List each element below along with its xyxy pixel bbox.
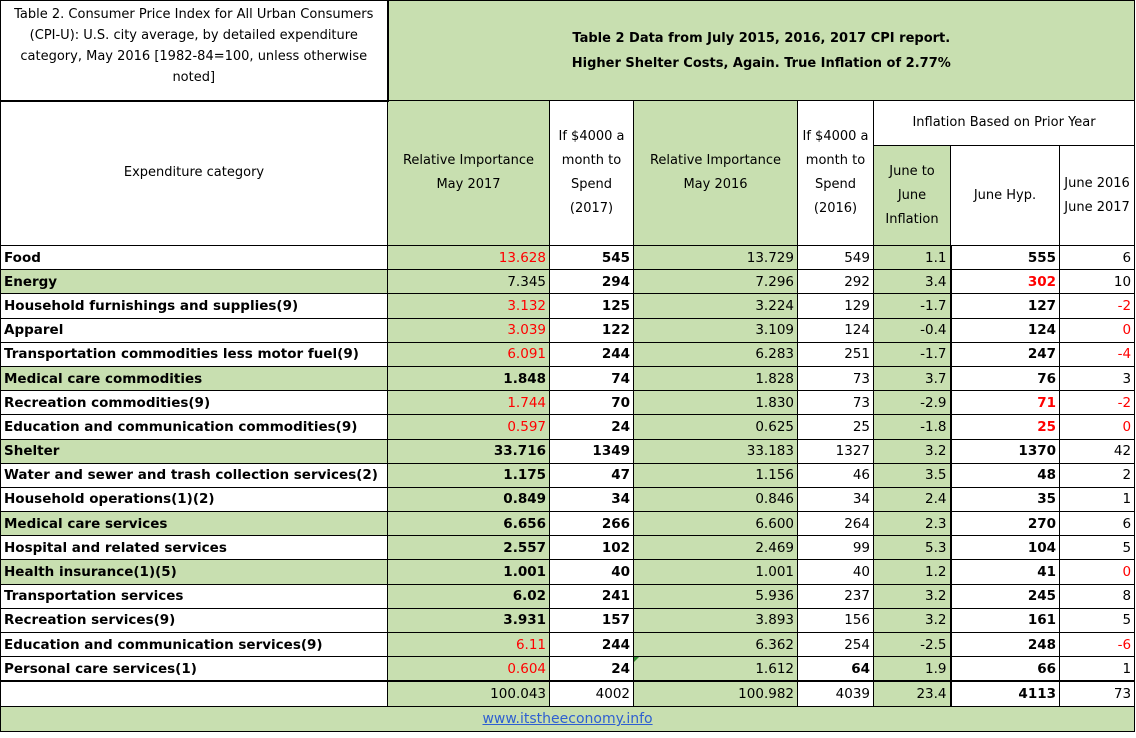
table-row [1,633,1135,657]
table-row [1,608,1135,632]
row-category: Household operations(1)(2) [1,487,388,511]
row-june-to-june: 2.4 [874,487,951,511]
totals-label [1,681,388,707]
row-spend-2016: 156 [798,608,874,632]
header-rel-2017: Relative Importance May 2017 [388,101,550,246]
header-spend-2016: If $4000 a month to Spend (2016) [798,101,874,246]
row-june-to-june: 3.7 [874,366,951,390]
row-june-hyp: 247 [951,342,1060,366]
row-spend-2016: 129 [798,294,874,318]
row-rel-2016: 7.296 [634,270,798,294]
row-rel-2017: 3.132 [388,294,550,318]
row-rel-2017: 1.175 [388,463,550,487]
row-june-to-june: 1.9 [874,657,951,682]
row-category: Hospital and related services [1,536,388,560]
row-spend-2017: 266 [550,512,634,536]
table-row [1,463,1135,487]
row-june-diff: 1 [1060,657,1135,682]
banner-line-2: Higher Shelter Costs, Again. True Inflation of 2.77% [571,55,951,71]
row-category: Personal care services(1) [1,657,388,682]
row-rel-2016: 3.224 [634,294,798,318]
row-june-to-june: 3.5 [874,463,951,487]
row-june-hyp: 124 [951,318,1060,342]
banner-line-1: Table 2 Data from July 2015, 2016, 2017 CPI report. [572,30,951,46]
table-row [1,391,1135,415]
row-june-to-june: 1.1 [874,246,951,270]
row-june-diff: -2 [1060,294,1135,318]
table-row [1,366,1135,390]
row-rel-2016: 1.830 [634,391,798,415]
row-june-diff: 6 [1060,246,1135,270]
row-june-diff: 8 [1060,584,1135,608]
row-spend-2016: 237 [798,584,874,608]
row-rel-2017: 1.848 [388,366,550,390]
row-spend-2016: 292 [798,270,874,294]
footer-link[interactable]: www.itstheeconomy.info [482,711,653,728]
row-june-diff: 0 [1060,318,1135,342]
row-rel-2017: 6.11 [388,633,550,657]
row-spend-2017: 70 [550,391,634,415]
row-june-diff: -4 [1060,342,1135,366]
row-june-diff: 0 [1060,560,1135,584]
row-category: Medical care services [1,512,388,536]
row-rel-2016: 5.936 [634,584,798,608]
totals-rel-2016: 100.982 [634,681,798,707]
row-category: Medical care commodities [1,366,388,390]
row-june-diff: 5 [1060,608,1135,632]
table-row [1,318,1135,342]
table-row [1,536,1135,560]
report-banner [388,1,1135,101]
totals-june-to-june: 23.4 [874,681,951,707]
row-spend-2017: 122 [550,318,634,342]
header-june-to-june: June to June Inflation [874,146,951,246]
table-title: Table 2. Consumer Price Index for All Urban Consumers (CPI-U): U.S. city average, by detailed expenditure category, May 2016 [1982-84=100, unless otherwise noted] [1,1,388,101]
row-rel-2016: 3.893 [634,608,798,632]
row-june-hyp: 76 [951,366,1060,390]
totals-rel-2017: 100.043 [388,681,550,707]
row-category: Food [1,246,388,270]
row-spend-2017: 34 [550,487,634,511]
row-june-to-june: -2.9 [874,391,951,415]
row-june-hyp: 35 [951,487,1060,511]
table-row [1,415,1135,439]
row-june-hyp: 25 [951,415,1060,439]
row-rel-2016: 2.469 [634,536,798,560]
row-spend-2017: 40 [550,560,634,584]
row-spend-2016: 124 [798,318,874,342]
totals-june-hyp: 4113 [951,681,1060,707]
row-spend-2017: 545 [550,246,634,270]
row-category: Household furnishings and supplies(9) [1,294,388,318]
row-june-hyp: 302 [951,270,1060,294]
header-june-diff: June 2016 June 2017 [1060,146,1135,246]
table-row [1,512,1135,536]
row-june-to-june: -1.8 [874,415,951,439]
row-june-diff: 0 [1060,415,1135,439]
row-june-hyp: 270 [951,512,1060,536]
row-category: Energy [1,270,388,294]
row-june-to-june: 3.4 [874,270,951,294]
row-category: Education and communication services(9) [1,633,388,657]
table-row [1,439,1135,463]
row-june-to-june: -1.7 [874,342,951,366]
row-spend-2017: 157 [550,608,634,632]
row-june-to-june: -2.5 [874,633,951,657]
row-spend-2017: 1349 [550,439,634,463]
header-spend-2017: If $4000 a month to Spend (2017) [550,101,634,246]
row-june-diff: 6 [1060,512,1135,536]
row-spend-2017: 125 [550,294,634,318]
row-spend-2016: 251 [798,342,874,366]
row-june-hyp: 41 [951,560,1060,584]
row-june-diff: 42 [1060,439,1135,463]
header-june-hyp: June Hyp. [951,146,1060,246]
totals-spend-2017: 4002 [550,681,634,707]
row-category: Transportation services [1,584,388,608]
row-rel-2017: 3.039 [388,318,550,342]
row-spend-2017: 244 [550,633,634,657]
row-rel-2016: 3.109 [634,318,798,342]
table-row [1,560,1135,584]
row-category: Transportation commodities less motor fuel(9) [1,342,388,366]
row-rel-2017: 2.557 [388,536,550,560]
row-june-to-june: 3.2 [874,439,951,463]
totals-june-diff: 73 [1060,681,1135,707]
row-june-to-june: -1.7 [874,294,951,318]
row-june-to-june: 3.2 [874,584,951,608]
row-june-hyp: 104 [951,536,1060,560]
header-rel-2016: Relative Importance May 2016 [634,101,798,246]
row-rel-2016: 0.625 [634,415,798,439]
row-june-to-june: 1.2 [874,560,951,584]
row-spend-2016: 264 [798,512,874,536]
row-category: Apparel [1,318,388,342]
row-june-hyp: 1370 [951,439,1060,463]
row-rel-2016: 0.846 [634,487,798,511]
row-spend-2016: 73 [798,391,874,415]
row-june-diff: -2 [1060,391,1135,415]
row-spend-2017: 24 [550,415,634,439]
row-rel-2016: 1.156 [634,463,798,487]
row-june-to-june: 2.3 [874,512,951,536]
row-rel-2017: 6.656 [388,512,550,536]
table-row [1,342,1135,366]
row-rel-2017: 0.604 [388,657,550,682]
row-rel-2017: 0.849 [388,487,550,511]
row-rel-2017: 33.716 [388,439,550,463]
row-spend-2016: 64 [798,657,874,682]
table-row [1,246,1135,270]
table-row [1,584,1135,608]
row-spend-2017: 102 [550,536,634,560]
row-rel-2016: 1.828 [634,366,798,390]
row-june-hyp: 248 [951,633,1060,657]
row-spend-2016: 99 [798,536,874,560]
row-rel-2016: 13.729 [634,246,798,270]
row-spend-2016: 73 [798,366,874,390]
table-row [1,270,1135,294]
row-june-hyp: 555 [951,246,1060,270]
row-june-hyp: 245 [951,584,1060,608]
row-category: Recreation commodities(9) [1,391,388,415]
row-rel-2016: 6.600 [634,512,798,536]
row-rel-2017: 6.02 [388,584,550,608]
row-spend-2016: 549 [798,246,874,270]
row-rel-2017: 1.744 [388,391,550,415]
row-june-hyp: 48 [951,463,1060,487]
table-row [1,487,1135,511]
row-june-diff: 1 [1060,487,1135,511]
row-spend-2017: 24 [550,657,634,682]
row-rel-2017: 7.345 [388,270,550,294]
row-june-to-june: -0.4 [874,318,951,342]
row-rel-2017: 1.001 [388,560,550,584]
row-category: Water and sewer and trash collection services(2) [1,463,388,487]
row-june-to-june: 5.3 [874,536,951,560]
row-june-to-june: 3.2 [874,608,951,632]
row-rel-2017: 3.931 [388,608,550,632]
row-category: Education and communication commodities(9) [1,415,388,439]
row-category: Health insurance(1)(5) [1,560,388,584]
totals-spend-2016: 4039 [798,681,874,707]
row-rel-2016: 6.362 [634,633,798,657]
row-rel-2017: 13.628 [388,246,550,270]
row-spend-2017: 241 [550,584,634,608]
row-spend-2016: 25 [798,415,874,439]
row-june-diff: 5 [1060,536,1135,560]
row-june-hyp: 71 [951,391,1060,415]
row-spend-2017: 294 [550,270,634,294]
table-row [1,657,1135,682]
row-spend-2017: 244 [550,342,634,366]
totals-row [1,681,1135,707]
row-june-diff: 10 [1060,270,1135,294]
row-june-hyp: 127 [951,294,1060,318]
row-rel-2017: 0.597 [388,415,550,439]
row-spend-2016: 34 [798,487,874,511]
row-category: Recreation services(9) [1,608,388,632]
table-row [1,294,1135,318]
row-june-hyp: 161 [951,608,1060,632]
row-june-hyp: 66 [951,657,1060,682]
row-spend-2017: 47 [550,463,634,487]
header-category: Expenditure category [1,101,388,246]
row-spend-2016: 254 [798,633,874,657]
row-rel-2016: 33.183 [634,439,798,463]
footer-bar [1,707,1135,732]
row-june-diff: -6 [1060,633,1135,657]
row-june-diff: 2 [1060,463,1135,487]
row-spend-2016: 1327 [798,439,874,463]
row-june-diff: 3 [1060,366,1135,390]
row-rel-2016: 6.283 [634,342,798,366]
row-spend-2016: 46 [798,463,874,487]
row-rel-2016: 1.612 [634,657,798,682]
row-rel-2016: 1.001 [634,560,798,584]
row-rel-2017: 6.091 [388,342,550,366]
header-inflation-group: Inflation Based on Prior Year [874,101,1135,146]
row-spend-2016: 40 [798,560,874,584]
row-category: Shelter [1,439,388,463]
row-spend-2017: 74 [550,366,634,390]
